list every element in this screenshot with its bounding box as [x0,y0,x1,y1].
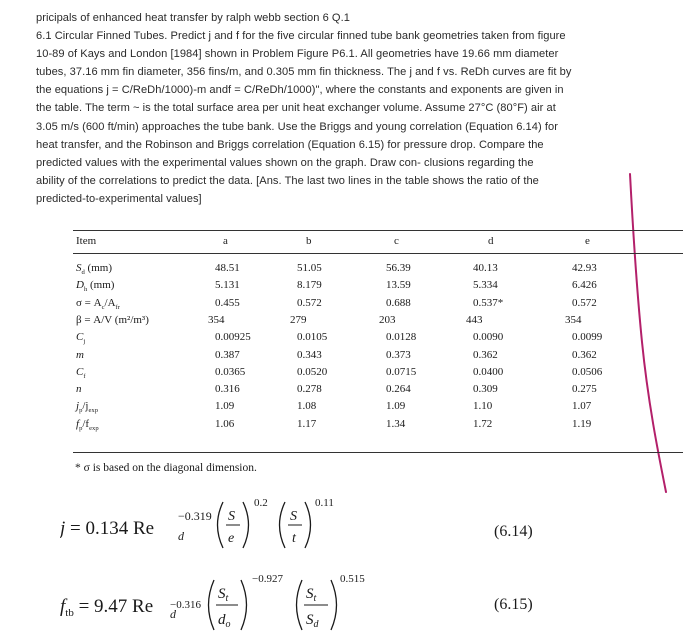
table-cell: 48.51 [215,262,240,274]
row-label-main: C [76,365,84,378]
table-cell: 1.34 [386,417,406,430]
table-cell: 1.07 [572,400,592,413]
eq2-frac2-den-sub: d [313,619,319,630]
table-header-rule [73,253,683,254]
row-label [76,331,85,345]
row-label-main: C [76,331,84,344]
table-cell: 354 [565,313,582,326]
eq1-lhs: j = 0.134 Re [60,518,155,539]
table-cell: 0.264 [386,383,411,396]
row-label-main: j [76,400,80,413]
eq2-re-sub: d [170,607,176,621]
equation-6-14-number: (6.14) [494,523,533,540]
table-cell: 0.0099 [572,331,603,344]
item-header: Item [76,235,97,247]
eq1-re-sub: d [178,529,184,543]
table-top-rule [73,230,683,231]
problem-line-3: 10-89 of Kays and London [1984] shown in Problem Figure P6.1. All geometries have 19.66 mm diameter [36,48,559,61]
table-cell: 0.0715 [386,365,417,378]
table-cell: 0.373 [386,348,411,361]
row-label-sub2: exp [89,424,99,432]
problem-line-5: the equations j = C/ReDh/1000)-m andf = C/ReDh/1000)", where the constants and exponents are given in [36,84,564,97]
row-label-main: m [76,348,84,361]
problem-line-11: predicted-to-experimental values] [36,192,202,205]
row-label [76,297,120,311]
eq2-frac2-num-sub: t [313,593,317,604]
table-cell: 0.00925 [215,331,251,344]
table-cell: 0.0105 [297,331,328,344]
table-footnote: * σ is based on the diagonal dimension. [75,462,257,474]
row-label-tail: (mm) [87,279,115,292]
eq2-lhs-f: f [60,596,66,617]
eq2-lhs [60,596,153,619]
table-cell: 0.0400 [473,365,504,378]
problem-line-7: 3.05 m/s (600 ft/min) approaches the tube bank. Use the Briggs and young correlation (Equation 6.14) for [36,120,558,133]
problem-line-8: heat transfer, and the Robinson and Briggs correlation (Equation 6.15) for pressure drop. Compare the [36,138,544,151]
problem-line-9: predicted values with the experimental values shown on the graph. Draw con- clusions regarding the [36,156,534,169]
table-cell: 0.0506 [572,365,603,378]
eq2-exp2: 0.515 [340,573,365,585]
table-cell: 0.343 [297,348,322,361]
row-label-main: n [76,383,82,396]
eq1-frac1-num: S [228,509,235,524]
table-cell: 0.0365 [215,365,246,378]
table-cell: 0.275 [572,383,597,396]
table-cell: 8.179 [297,279,322,292]
eq1-exp1: 0.2 [254,497,268,509]
row-label-tail: /j [82,400,89,413]
table-cell: 0.316 [215,383,240,396]
eq1-exp2: 0.11 [315,497,334,509]
eq2-exp1: −0.927 [252,573,283,585]
table-cell: 0.688 [386,296,411,309]
row-label-sub: p [79,407,83,415]
row-label-sub2: exp [88,407,99,415]
table-cell: 203 [379,313,396,326]
table-cell: 0.0128 [386,331,417,344]
eq2-frac1-num-main: S [218,586,226,602]
row-label [76,314,149,326]
table-cell: 354 [208,313,225,326]
column-header-d: d [488,235,494,247]
eq2-frac2-num-main: S [306,586,314,602]
eq2-frac1-den [218,612,231,630]
table-cell: 5.334 [473,279,498,292]
column-header-a: a [223,235,228,247]
eq2-lhs-sub: tb [65,607,74,619]
eq1-frac1-den: e [228,531,235,546]
row-label [76,349,84,361]
eq2-frac2-den [306,612,320,630]
table-bottom-rule [73,452,683,453]
row-label [76,366,86,380]
table-cell: 0.362 [572,348,597,361]
eq2-frac2-num [306,586,317,604]
column-header-b: b [306,235,312,247]
eq2-frac1-num-sub: t [225,593,229,604]
table-cell: 5.131 [215,279,240,292]
eq1-frac2-num: S [290,509,297,524]
problem-line-6: the table. The term ~ is the total surface area per unit heat exchanger volume. Assume 27°C (80°F) air at [36,102,556,115]
table-cell: 0.537* [473,296,504,309]
table-cell: 1.72 [473,417,493,430]
row-label-main: β = A/V (m²/m³) [76,313,149,326]
equation-6-15-number: (6.15) [494,596,533,613]
table-cell: 1.06 [215,417,235,430]
eq2-frac1-den-sub: o [225,619,231,630]
row-label-sub: p [79,424,83,432]
table-cell: 51.05 [297,262,322,274]
row-label [76,400,98,414]
row-label [76,383,82,395]
equation-6-14 [60,490,480,550]
table-cell: 56.39 [386,262,411,274]
table-cell: 0.572 [297,296,322,309]
row-label-tail: /A [104,296,116,309]
table-cell: 1.19 [572,417,592,430]
table-cell: 0.572 [572,296,597,309]
eq2-lhs-rest: = 9.47 Re [73,596,154,617]
data-table [73,230,683,460]
row-label-main: D [76,279,84,292]
row-label-sub: j [83,338,86,346]
row-label-sub2: fr [115,303,120,311]
eq2-frac1-num [218,586,229,604]
row-label [76,418,99,432]
table-cell: 0.278 [297,383,322,396]
problem-statement [36,9,636,208]
row-label-sub: f [83,372,86,380]
table-cell: 443 [466,313,483,326]
problem-line-10: ability of the correlations to predict the data. [Ans. The last two lines in the table shows the ratio of the [36,174,539,187]
table-cell: 42.93 [572,262,597,274]
row-label-main: σ = A [76,296,102,309]
row-label-tail: (mm) [84,262,112,274]
eq1-frac2-den: t [292,531,296,546]
table-cell: 0.455 [215,296,240,309]
table-cell: 0.387 [215,348,240,361]
problem-line-4: tubes, 37.16 mm fin diameter, 356 fins/m, and 0.305 mm fin thickness. The j and f vs. ReDh curves are fit by [36,66,572,79]
row-label-sub: h [83,286,88,294]
row-label-tail: /f [82,417,90,430]
table-cell: 1.08 [297,400,317,413]
row-label-main: S [76,262,82,274]
column-header-e: e [585,235,590,247]
table-cell: 1.09 [386,400,406,413]
eq2-frac2-den-main: S [306,612,314,628]
table-cell: 6.426 [572,279,597,292]
table-cell: 1.17 [297,417,317,430]
row-label-sub: d [81,269,85,277]
row-label [76,262,112,276]
equation-6-15 [60,568,480,632]
eq2-frac1-den-main: d [218,612,226,628]
column-header-c: c [394,235,399,247]
row-label-main: f [76,417,80,430]
table-cell: 1.09 [215,400,235,413]
table-cell: 0.0520 [297,365,328,378]
row-label-sub: c [101,303,105,311]
table-cell: 0.309 [473,383,498,396]
problem-line-2: 6.1 Circular Finned Tubes. Predict j and f for the five circular finned tube bank geometries taken from figure [36,30,566,43]
row-label [76,279,114,293]
table-cell: 279 [290,313,307,326]
table-cell: 0.0090 [473,331,504,344]
table-cell: 1.10 [473,400,493,413]
eq1-re-exp: −0.319 [178,509,212,523]
table-cell: 0.362 [473,348,498,361]
table-cell: 13.59 [386,279,411,292]
problem-line-1: pricipals of enhanced heat transfer by ralph webb section 6 Q.1 [36,12,350,24]
eq2-re-exp: −0.316 [170,599,201,611]
table-cell: 40.13 [473,262,498,274]
